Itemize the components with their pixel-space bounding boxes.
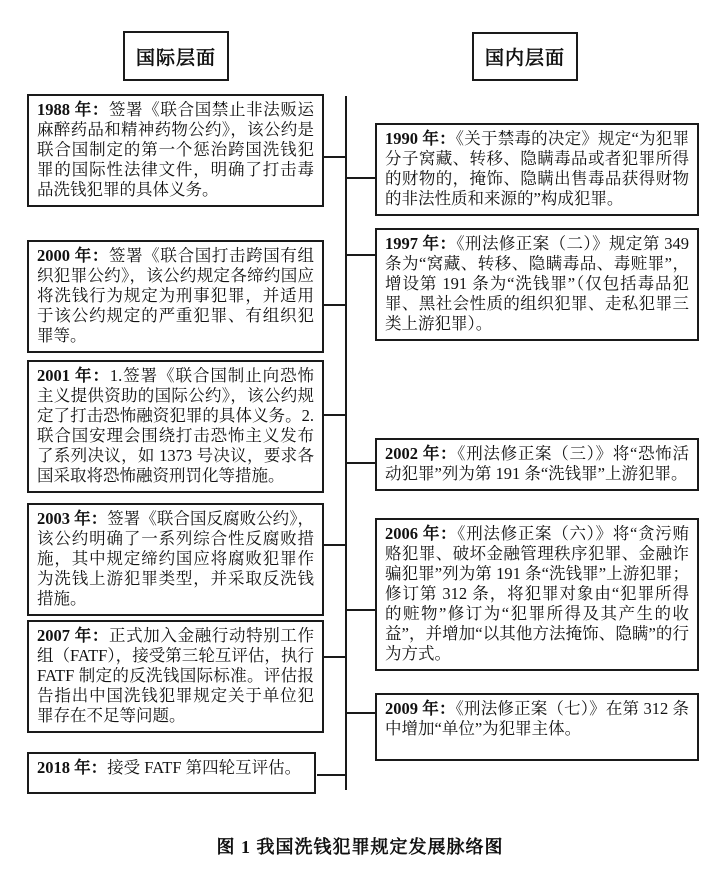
header-international [123,31,229,81]
event-year-2009: 2009 年： [385,699,456,718]
event-body-2003: 签署《联合国反腐败公约》，该公约明确了一系列综合性反腐败措施，其中规定缔约国应将腐败犯罪作为洗钱上游犯罪类型，并采取反洗钱措施。 [37,509,315,608]
event-box-2009-domestic [375,693,699,761]
event-year-2003: 2003 年： [37,509,108,528]
event-body-2001: 1.签署《联合国制止向恐怖主义提供资助的国际公约》，该公约规定了打击恐怖融资犯罪的具体义务。2.联合国安理会围绕打击恐怖主义发布了系列决议，如 1373 号决议，要求各国采取将恐怖融资刑罚化等措施。 [37,366,315,485]
event-body-2007: 正式加入金融行动特别工作组（FATF），接受第三轮互评估，执行 FATF 制定的反洗钱国际标准。评估报告指出中国洗钱犯罪规定关于单位犯罪存在不足等问题。 [37,626,315,725]
event-box-2001-international [27,360,324,493]
event-box-1990-domestic [375,123,699,216]
event-box-2018-international [27,752,316,794]
connector-2007 [321,656,346,658]
event-text-2007 [37,626,314,726]
connector-1997 [346,254,376,256]
event-year-2007: 2007 年： [37,626,110,645]
figure-caption: 图 1 我国洗钱犯罪规定发展脉络图 [216,837,504,857]
event-text-2000 [37,246,314,346]
event-year-1988: 1988 年： [37,100,110,119]
event-box-2007-international [27,620,324,733]
event-body-1990: 《关于禁毒的决定》规定“为犯罪分子窝藏、转移、隐瞒毒品或者犯罪所得的财物的，掩饰、隐瞒出售毒品获得财物的非法性质和来源的”构成犯罪。 [385,129,689,208]
event-body-2006: 《刑法修正案（六）》将“贪污贿赂犯罪、破坏金融管理秩序犯罪、金融诈骗犯罪”列为第 191 条“洗钱罪”上游犯罪；修订第 312 条，将犯罪对象由“犯罪所得的赃物”修订为“犯罪所得及其产生的收益”，并增加“以其他方法掩饰、隐瞒”的行为方式。 [385,524,690,663]
event-body-1988: 签署《联合国禁止非法贩运麻醉药品和精神药物公约》，该公约是联合国制定的第一个惩治跨国洗钱犯罪的国际性法律文件，明确了打击毒品洗钱犯罪的具体义务。 [37,100,315,199]
event-text-2002 [385,444,689,484]
event-year-1997: 1997 年： [385,234,457,253]
event-year-2006: 2006 年： [385,524,458,543]
connector-2003 [323,544,346,546]
event-year-2018: 2018 年： [37,758,108,777]
connector-2002 [346,462,376,464]
header-domestic-label: 国内层面 [484,48,565,69]
event-year-2001: 2001 年： [37,366,110,385]
event-box-2000-international [27,240,324,353]
connector-2001 [323,414,346,416]
event-box-2003-international [27,503,324,616]
event-text-2003 [37,509,314,609]
event-box-1988-international [27,94,324,207]
connector-2006 [346,609,376,611]
event-text-1990 [385,129,689,209]
event-text-1997 [385,234,689,334]
event-text-2006 [385,524,689,664]
event-year-1990: 1990 年： [385,129,456,148]
event-body-2002: 《刑法修正案（三）》将“恐怖活动犯罪”列为第 191 条“洗钱罪”上游犯罪。 [385,444,690,483]
event-box-2002-domestic [375,438,699,491]
event-box-2006-domestic [375,518,699,671]
connector-1988 [323,156,346,158]
connector-2000 [323,304,346,306]
timeline-spine [345,96,347,790]
event-body-2018: 接受 FATF 第四轮互评估。 [107,758,302,777]
event-year-2002: 2002 年： [385,444,458,463]
connector-2018 [317,774,346,776]
connector-2009 [346,712,376,714]
event-text-2009 [385,699,689,739]
event-text-2001 [37,366,314,486]
event-text-1988 [37,100,314,200]
event-body-2000: 签署《联合国打击跨国有组织犯罪公约》，该公约规定各缔约国应将洗钱行为规定为刑事犯罪，并适用于该公约规定的严重犯罪、有组织犯罪等。 [37,246,315,345]
header-domestic [472,32,578,81]
event-body-1997: 《刑法修正案（二）》规定第 349 条为“窝藏、转移、隐瞒毒品、毒赃罪”，增设第 191 条为“洗钱罪”（仅包括毒品犯罪、黑社会性质的组织犯罪、走私犯罪三类上游犯罪）。 [385,234,690,333]
event-year-2000: 2000 年： [37,246,110,265]
event-text-2018 [37,758,306,778]
event-body-2009: 《刑法修正案（七）》在第 312 条中增加“单位”为犯罪主体。 [385,699,690,738]
header-international-label: 国际层面 [135,47,216,69]
event-box-1997-domestic [375,228,699,341]
connector-1990 [346,177,378,179]
